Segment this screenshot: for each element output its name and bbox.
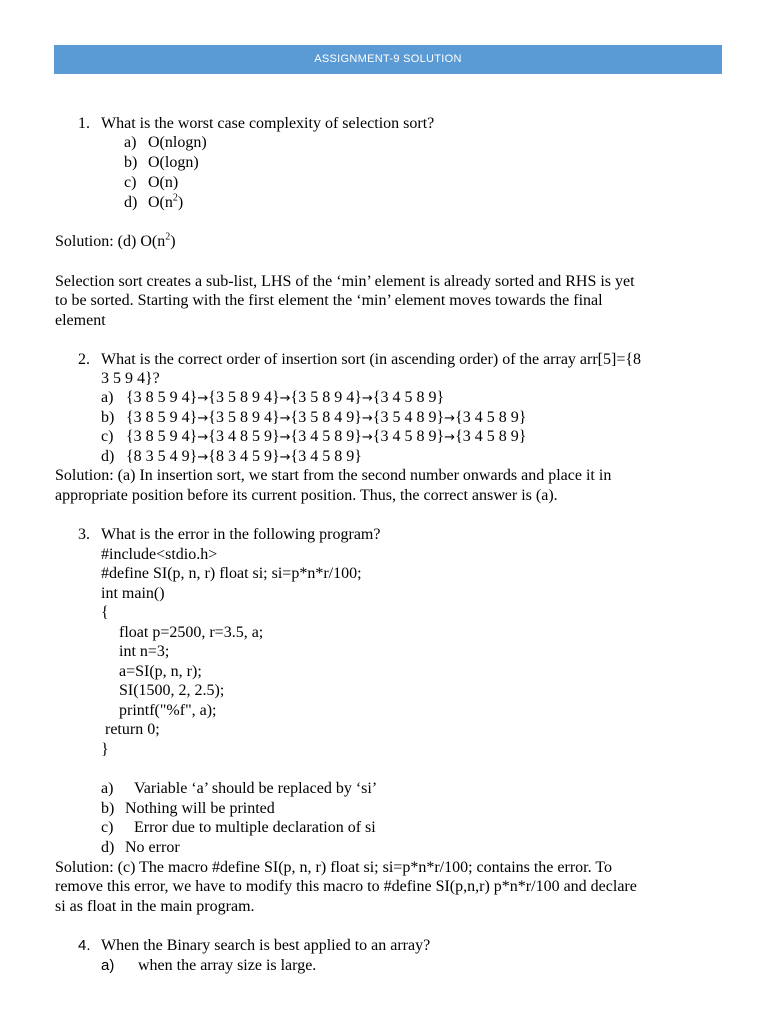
q3-solution-line: remove this error, we have to modify this macro to #define SI(p,n,r) p*n*r/100 and declare [55,878,637,895]
arrow-icon: → [279,430,291,445]
q1-option-d-label: d) [124,194,138,211]
q1-option-d-close: ) [177,194,184,211]
q3-code-line: #include<stdio.h> [101,546,218,563]
arrow-icon: → [444,430,456,445]
sort-step: {8 3 5 4 9} [126,448,198,465]
q2-question-line: What is the correct order of insertion sort (in ascending order) of the array arr[5]={8 [101,351,642,368]
sort-step: {3 8 5 9 4} [126,409,198,426]
arrow-icon: → [279,391,291,406]
sort-step: {3 5 8 4 9} [290,409,362,426]
arrow-icon: → [279,411,291,426]
arrow-icon: → [444,411,456,426]
q3-option-d-text: No error [125,839,180,856]
q2-option-c-label: c) [101,428,114,445]
q2-option-c-steps [126,427,526,447]
sort-step: {3 4 5 8 9} [290,428,362,445]
q3-solution-line: si as float in the main program. [55,898,255,915]
q1-solution-close: ) [170,233,176,250]
sort-step: {3 5 4 8 9} [372,409,445,426]
q2-solution-line: appropriate position before its current position. Thus, the correct answer is (a). [55,487,558,504]
q3-code-line: printf("%f", a); [119,702,217,719]
sort-step: {3 4 8 5 9} [208,428,280,445]
q2-number: 2. [78,351,90,368]
q1-option-c-label: c) [124,174,137,191]
q3-code-line: #define SI(p, n, r) float si; si=p*n*r/100; [101,565,362,582]
arrow-icon: → [197,450,209,465]
q1-option-c-text: O(n) [148,174,179,191]
sort-step: {3 8 5 9 4} [126,389,198,406]
q3-code-line: int n=3; [119,643,170,660]
sort-step: {3 4 5 8 9} [290,448,362,465]
q3-solution-line: Solution: (c) The macro #define SI(p, n, r) float si; si=p*n*r/100; contains the error. To [55,859,612,876]
q3-option-a-text: Variable ‘a’ should be replaced by ‘si’ [134,780,378,797]
q1-option-d-text: O(n [148,194,173,211]
q2-question-line: 3 5 9 4}? [101,370,160,387]
q1-option-d-superscript: 2 [172,192,178,204]
q1-option-a-label: a) [124,134,137,151]
q2-solution-line: Solution: (a) In insertion sort, we start from the second number onwards and place it in [55,467,612,484]
arrow-icon: → [361,411,373,426]
arrow-icon: → [197,411,209,426]
q2-option-a-steps [126,388,444,408]
sort-step: {3 5 8 9 4} [290,389,362,406]
q3-option-b-text: Nothing will be printed [125,800,275,817]
assignment-title: ASSIGNMENT-9 SOLUTION [314,53,462,65]
q2-option-d-steps [126,447,362,467]
q1-solution-text: Solution: (d) O(n [55,233,166,250]
q1-option-a-text: O(nlogn) [148,134,207,151]
q3-code-line: return 0; [105,721,160,738]
q1-question: What is the worst case complexity of selection sort? [101,115,435,132]
q1-explanation-line: to be sorted. Starting with the first element the ‘min’ element moves towards the final [55,292,603,309]
q1-explanation-line: Selection sort creates a sub-list, LHS of the ‘min’ element is already sorted and RHS is yet [55,273,635,290]
q1-option-b-label: b) [124,154,138,171]
q3-code-line: float p=2500, r=3.5, a; [119,624,264,641]
sort-step: {3 5 8 9 4} [208,409,280,426]
q1-solution-superscript: 2 [165,231,171,243]
q1-option-d [148,193,183,212]
q1-explanation-line: element [55,312,106,329]
arrow-icon: → [361,430,373,445]
q4-question: When the Binary search is best applied to an array? [101,937,431,954]
q2-option-a-label: a) [101,389,114,406]
sort-step: {3 4 5 8 9} [455,428,527,445]
q3-code-line: int main() [101,585,165,602]
q1-option-b-text: O(logn) [148,154,199,171]
sort-step: {3 5 8 9 4} [208,389,280,406]
sort-step: {8 3 4 5 9} [208,448,280,465]
q4-option-a-text: when the array size is large. [138,957,317,974]
q4-option-a-label: a) [101,957,115,974]
q1-number: 1. [78,115,90,132]
q4-number: 4. [78,937,91,954]
assignment-header-bar [54,45,722,74]
q3-option-b-label: b) [101,800,115,817]
arrow-icon: → [197,391,209,406]
q2-option-d-label: d) [101,448,115,465]
q3-option-d-label: d) [101,839,115,856]
q2-option-b-steps [126,408,526,428]
q3-code-line: } [101,741,109,758]
q3-number: 3. [78,526,90,543]
arrow-icon: → [197,430,209,445]
sort-step: {3 8 5 9 4} [126,428,198,445]
q3-question: What is the error in the following program? [101,526,381,543]
arrow-icon: → [279,450,291,465]
q3-option-c-text: Error due to multiple declaration of si [134,819,376,836]
sort-step: {3 4 5 8 9} [372,428,445,445]
arrow-icon: → [361,391,373,406]
q3-option-a-label: a) [101,780,114,797]
sort-step: {3 4 5 8 9} [372,389,445,406]
q3-code-line: SI(1500, 2, 2.5); [119,682,225,699]
q2-option-b-label: b) [101,409,115,426]
sort-step: {3 4 5 8 9} [455,409,527,426]
q3-code-line: a=SI(p, n, r); [119,663,202,680]
q1-solution [55,232,176,251]
q3-code-line: { [101,604,109,621]
q3-option-c-label: c) [101,819,114,836]
